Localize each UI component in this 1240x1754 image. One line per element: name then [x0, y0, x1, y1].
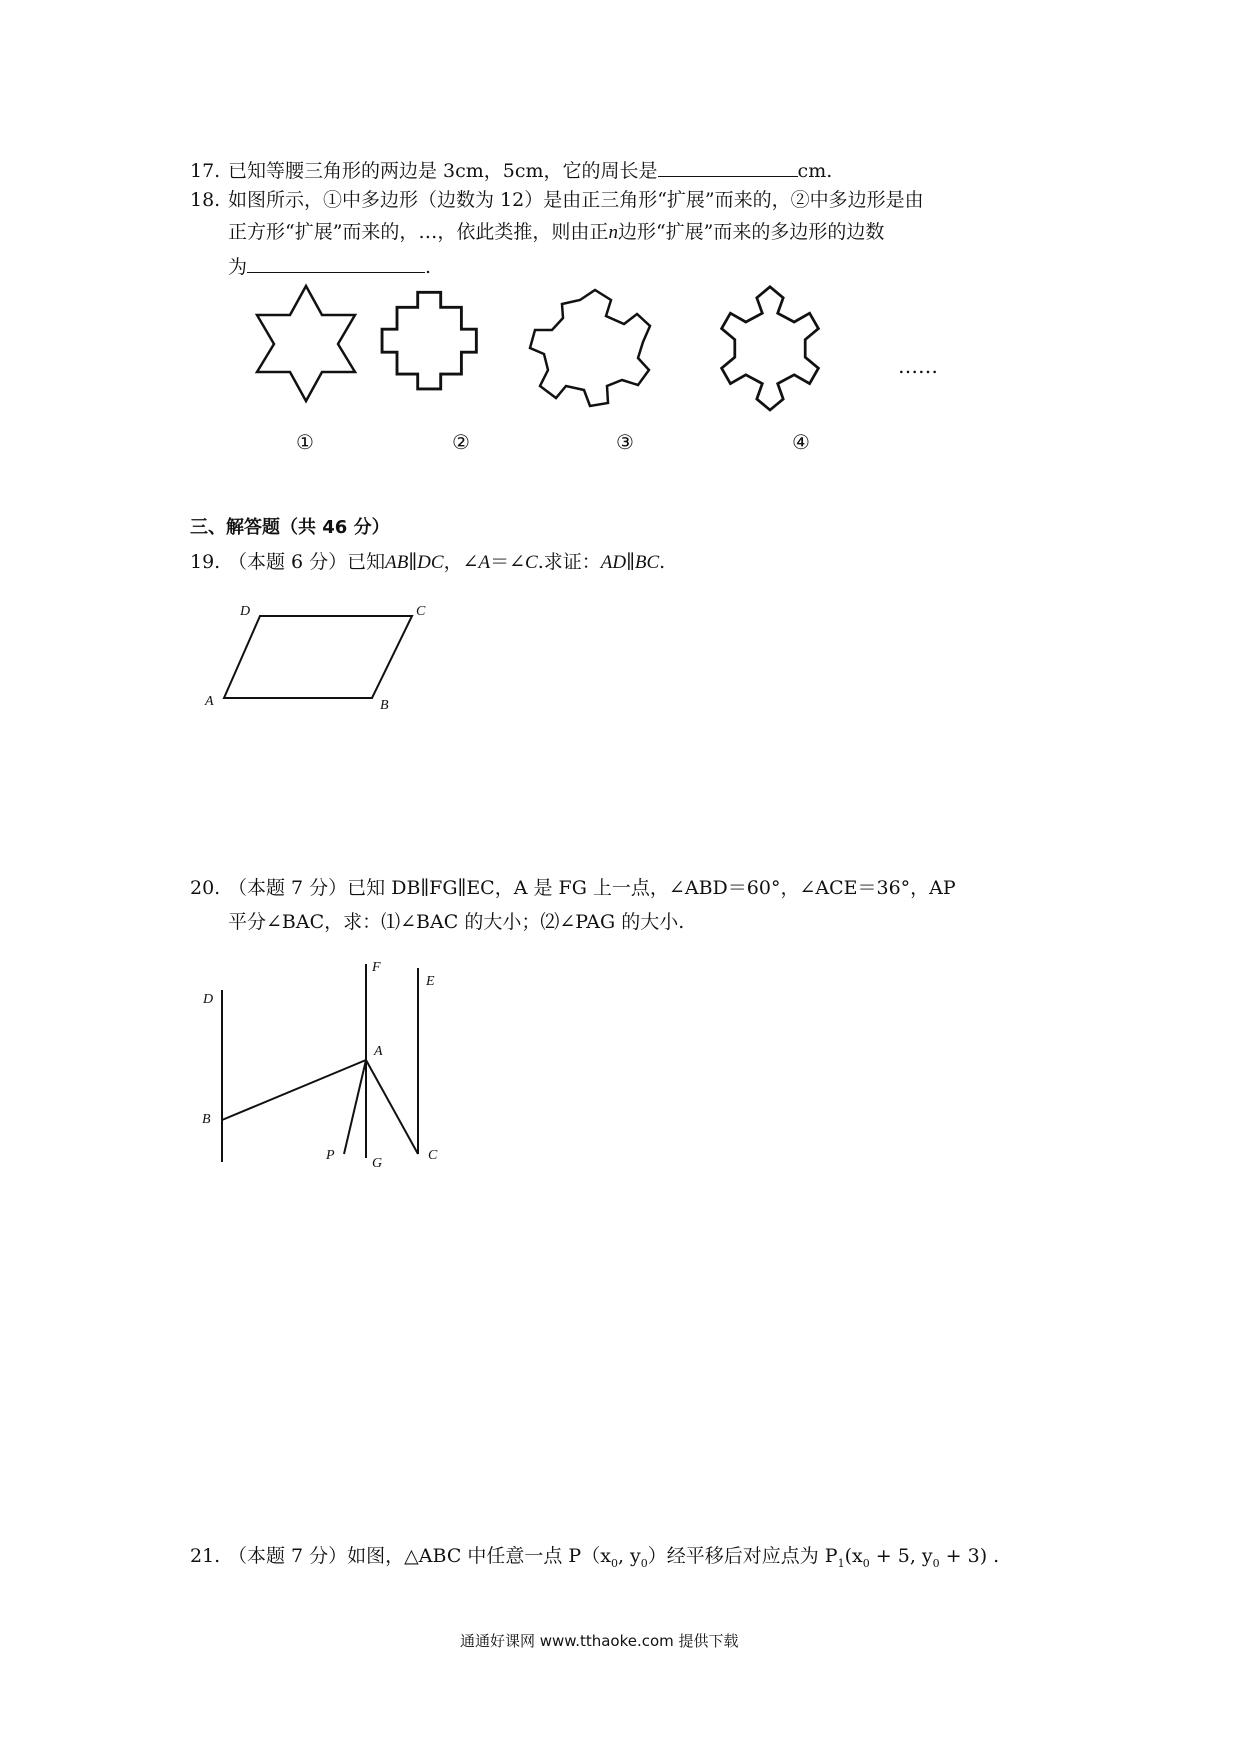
- question-text: （本题 6 分）已知: [228, 551, 386, 573]
- question-text: （本题 7 分）如图，△ABC 中任意一点 P（x: [228, 1545, 611, 1567]
- label-c: C: [416, 604, 426, 619]
- parallelogram-figure: [200, 600, 440, 720]
- figure-label-3: ③: [616, 430, 634, 454]
- label-b: B: [202, 1112, 211, 1127]
- question-text: , y: [617, 1545, 641, 1567]
- question-text: 平分∠BAC，求：⑴∠BAC 的大小；⑵∠PAG 的大小.: [228, 911, 685, 933]
- question-text: 为: [228, 256, 248, 278]
- question-18-line1: [190, 188, 924, 212]
- label-a: A: [205, 694, 214, 709]
- question-text: + 5, y: [869, 1545, 933, 1567]
- segment-ap: [344, 1060, 366, 1154]
- label-f: F: [372, 960, 381, 975]
- question-18-line2: [228, 220, 884, 245]
- label-c: C: [428, 1148, 438, 1163]
- segment-ab: AB: [385, 552, 409, 573]
- variable-n: n: [608, 222, 618, 243]
- label-b: B: [380, 698, 389, 713]
- angle-c: C: [525, 552, 538, 573]
- segment-ad: AD: [600, 552, 627, 573]
- subscript: 0: [610, 1556, 618, 1570]
- question-text: .求证：: [537, 551, 601, 573]
- segment-ac: [366, 1060, 418, 1154]
- page-footer: 通通好课网 www.tthaoke.com 提供下载: [460, 1632, 739, 1650]
- figure-label-2: ②: [452, 430, 470, 454]
- subscript: 0: [640, 1556, 648, 1570]
- polygon-figures: [240, 278, 960, 458]
- figure-3-pentagon-star: [530, 290, 650, 406]
- question-number: 17.: [190, 160, 221, 182]
- label-p: P: [326, 1148, 335, 1163]
- question-text: 已知等腰三角形的两边是 3cm，5cm，它的周长是: [228, 160, 658, 182]
- question-number: 21.: [190, 1545, 221, 1567]
- period: .: [425, 256, 432, 278]
- question-number: 20.: [190, 877, 221, 899]
- segment-ab: [222, 1060, 366, 1120]
- period: .: [659, 551, 666, 573]
- label-e: E: [426, 974, 435, 989]
- section-title: 三、解答题（共 46 分）: [190, 517, 390, 538]
- label-d: D: [240, 604, 251, 619]
- figure-1-star: [257, 286, 355, 401]
- question-text: ＝∠: [490, 551, 526, 573]
- question-number: 18.: [190, 189, 221, 211]
- question-text: (x: [844, 1545, 863, 1567]
- figure-label-1: ①: [296, 430, 314, 454]
- question-17: [190, 156, 832, 183]
- label-a: A: [374, 1044, 383, 1059]
- question-18-line3: [228, 252, 431, 279]
- figure-label-4: ④: [792, 430, 810, 454]
- parallel-symbol: ∥: [626, 551, 635, 573]
- subscript: 1: [837, 1556, 845, 1570]
- figure-2-cross: [382, 292, 476, 389]
- parallel-lines-figure: [200, 960, 440, 1180]
- subscript: 0: [932, 1556, 940, 1570]
- question-19: [190, 550, 665, 575]
- unit-text: cm.: [797, 160, 833, 182]
- parallel-symbol: ∥: [408, 551, 418, 573]
- segment-dc: DC: [417, 552, 444, 573]
- question-text: 边形“扩展”而来的多边形的边数: [617, 221, 885, 243]
- question-text: （本题 7 分）已知 DB∥FG∥EC，A 是 FG 上一点，∠ABD＝60°，∠ACE＝36°，AP: [228, 877, 956, 899]
- answer-blank: [247, 252, 425, 273]
- question-number: 19.: [190, 551, 221, 573]
- ellipsis: ……: [898, 354, 938, 378]
- label-g: G: [372, 1156, 383, 1171]
- question-20-line1: [190, 876, 956, 900]
- angle-a: A: [478, 552, 491, 573]
- label-d: D: [203, 992, 214, 1007]
- question-text: + 3) .: [939, 1545, 1000, 1567]
- question-text: 如图所示，①中多边形（边数为 12）是由正三角形“扩展”而来的，②中多边形是由: [228, 189, 924, 211]
- question-21: [190, 1544, 999, 1576]
- question-text: ，∠: [443, 551, 479, 573]
- question-text: 正方形“扩展”而来的，…，依此类推，则由正: [228, 221, 609, 243]
- question-20-line2: [228, 910, 684, 934]
- answer-blank: [658, 156, 798, 177]
- question-text: ）经平移后对应点为 P: [647, 1545, 838, 1567]
- figure-4-hexagon-star: [722, 287, 819, 410]
- parallelogram: [224, 616, 412, 698]
- segment-bc: BC: [634, 552, 660, 573]
- subscript: 0: [862, 1556, 870, 1570]
